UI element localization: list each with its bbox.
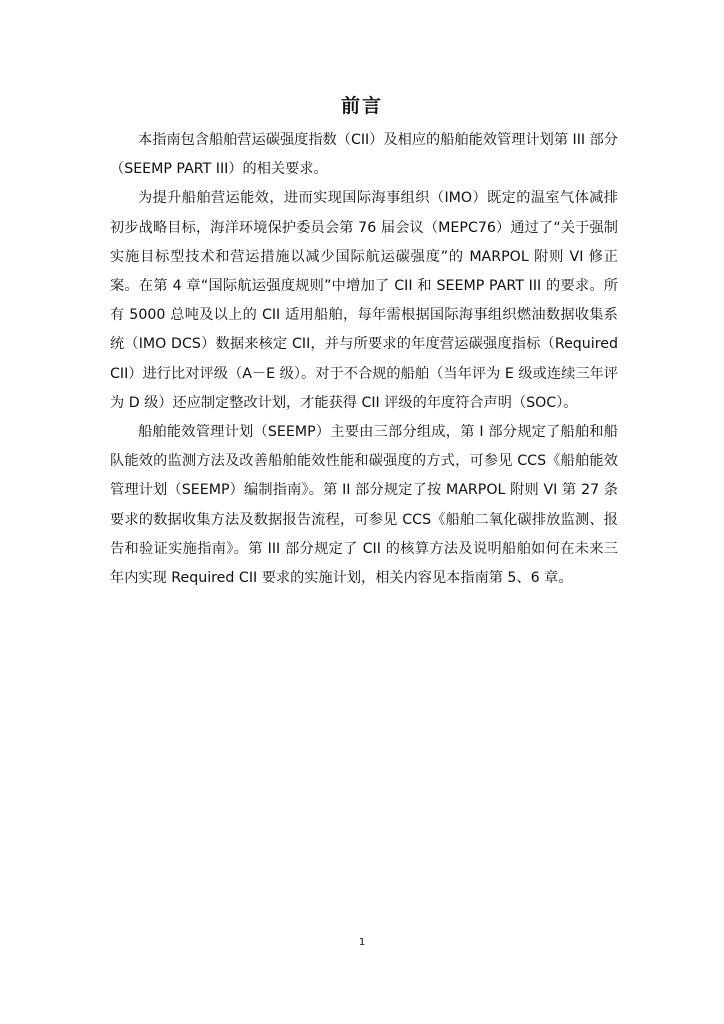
paragraph-background: 为提升船舶营运能效，进而实现国际海事组织（IMO）既定的温室气体减排初步战略目标，海洋环境保护委员会第 76 届会议（MEPC76）通过了“关于强制实施目标型技术和营运措施以减少国际航运碳强度”的 MARPOL 附则 VI 修正案。在第 4 章“国际航运强度规则”中增加了 CII 和 SEEMP PART III 的要求。所有 5000 总吨及以上的 CII 适用船舶，每年需根据国际海事组织燃油数据收集系统（IMO DCS）数据来核定 CII，并与所要求的年度营运碳强度指标（Required CII）进行比对评级（A－E 级）。对于不合规的船舶（当年评为 E 级或连续三年评为 D 级）还应制定整改计划，才能获得 CII 评级的年度符合声明（SOC）。 [110,190,618,411]
preface-body [110,126,618,593]
page-number: 1 [358,937,366,948]
paragraph-scope: 本指南包含船舶营运碳强度指数（CII）及相应的船舶能效管理计划第 III 部分（SEEMP PART III）的相关要求。 [110,132,618,178]
paragraph-seemp: 船舶能效管理计划（SEEMP）主要由三部分组成，第 I 部分规定了船舶和船队能效的监测方法及改善船舶能效性能和碳强度的方式，可参见 CCS《船舶能效管理计划（SEEMP）编制指南》。第 II 部分规定了按 MARPOL 附则 VI 第 27 条要求的数据收集方法及数据报告流程，可参见 CCS《船舶二氧化碳排放监测、报告和验证实施指南》。第 III 部分规定了 CII 的核算方法及说明船舶如何在未来三年内实现 Required CII 要求的实施计划，相关内容见本指南第 5、6 章。 [110,424,618,587]
page-title: 前言 [340,95,383,117]
